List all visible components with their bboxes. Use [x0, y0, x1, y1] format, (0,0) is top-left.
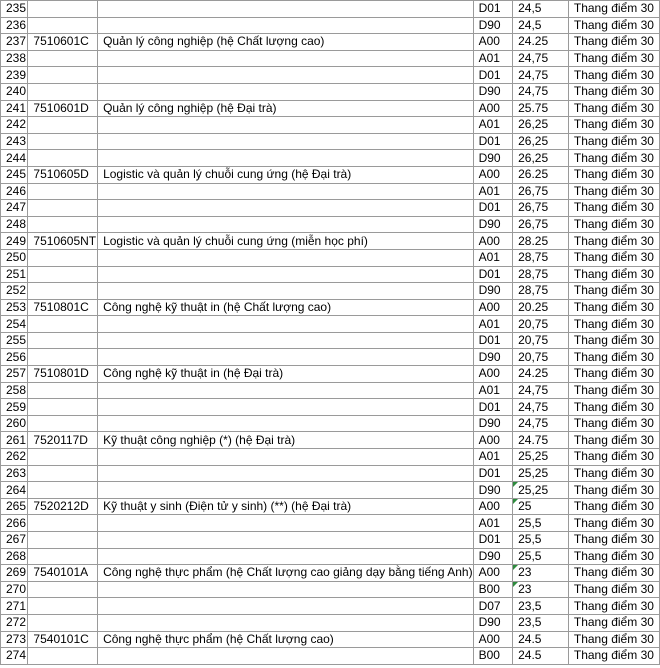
row-number-cell[interactable]: 245: [1, 166, 28, 183]
major-name-cell[interactable]: [98, 548, 474, 565]
subject-block-cell[interactable]: A01: [473, 515, 513, 532]
subject-block-cell[interactable]: D01: [473, 332, 513, 349]
row-number-cell[interactable]: 237: [1, 34, 28, 51]
table-row: [1, 581, 660, 598]
row-number-cell[interactable]: 262: [1, 449, 28, 466]
major-name-cell[interactable]: Quản lý công nghiệp (hệ Chất lượng cao): [98, 34, 474, 51]
score-cell[interactable]: 24,75: [513, 382, 569, 399]
scale-cell[interactable]: Thang điểm 30: [568, 498, 659, 515]
row-number-cell[interactable]: 269: [1, 565, 28, 582]
major-code-cell[interactable]: [28, 133, 98, 150]
table-row: [1, 598, 660, 615]
major-name-cell[interactable]: [98, 581, 474, 598]
subject-block-cell[interactable]: D07: [473, 598, 513, 615]
table-row: [1, 34, 660, 51]
subject-block-cell[interactable]: A01: [473, 117, 513, 134]
major-code-cell[interactable]: [28, 548, 98, 565]
row-number-cell[interactable]: 272: [1, 614, 28, 631]
subject-block-cell[interactable]: D90: [473, 283, 513, 300]
major-name-cell[interactable]: [98, 50, 474, 67]
row-number-cell[interactable]: 253: [1, 299, 28, 316]
score-cell[interactable]: 26,25: [513, 117, 569, 134]
major-code-cell[interactable]: [28, 415, 98, 432]
major-name-cell[interactable]: [98, 17, 474, 34]
row-number-cell[interactable]: 241: [1, 100, 28, 117]
score-cell[interactable]: 25,25: [513, 449, 569, 466]
subject-block-cell[interactable]: D90: [473, 482, 513, 499]
scale-cell[interactable]: Thang điểm 30: [568, 482, 659, 499]
major-name-cell[interactable]: [98, 150, 474, 167]
row-number-cell[interactable]: 260: [1, 415, 28, 432]
major-name-cell[interactable]: [98, 614, 474, 631]
score-cell[interactable]: 28.25: [513, 233, 569, 250]
table-row: [1, 117, 660, 134]
scale-cell[interactable]: Thang điểm 30: [568, 631, 659, 648]
subject-block-cell[interactable]: A01: [473, 249, 513, 266]
major-name-cell[interactable]: [98, 67, 474, 84]
subject-block-cell[interactable]: D01: [473, 67, 513, 84]
scale-cell[interactable]: Thang điểm 30: [568, 299, 659, 316]
major-code-cell[interactable]: 7510801D: [28, 366, 98, 383]
score-cell[interactable]: 24.25: [513, 366, 569, 383]
score-cell[interactable]: 20.25: [513, 299, 569, 316]
subject-block-cell[interactable]: A00: [473, 299, 513, 316]
major-code-cell[interactable]: 7540101A: [28, 565, 98, 582]
major-code-cell[interactable]: [28, 150, 98, 167]
major-code-cell[interactable]: 7540101C: [28, 631, 98, 648]
table-row: [1, 233, 660, 250]
major-code-cell[interactable]: [28, 449, 98, 466]
scale-cell[interactable]: Thang điểm 30: [568, 648, 659, 665]
major-code-cell[interactable]: [28, 399, 98, 416]
scale-cell[interactable]: Thang điểm 30: [568, 449, 659, 466]
major-name-cell[interactable]: Quản lý công nghiệp (hệ Đại trà): [98, 100, 474, 117]
subject-block-cell[interactable]: A00: [473, 565, 513, 582]
subject-block-cell[interactable]: D01: [473, 465, 513, 482]
subject-block-cell[interactable]: A00: [473, 432, 513, 449]
row-number-cell[interactable]: 247: [1, 200, 28, 217]
row-number-cell[interactable]: 266: [1, 515, 28, 532]
scale-cell[interactable]: Thang điểm 30: [568, 532, 659, 549]
major-name-cell[interactable]: Kỹ thuật công nghiệp (*) (hệ Đại trà): [98, 432, 474, 449]
row-number-cell[interactable]: 251: [1, 266, 28, 283]
row-number-cell[interactable]: 257: [1, 366, 28, 383]
subject-block-cell[interactable]: D90: [473, 548, 513, 565]
scale-cell[interactable]: Thang điểm 30: [568, 50, 659, 67]
major-name-cell[interactable]: [98, 200, 474, 217]
scale-cell[interactable]: Thang điểm 30: [568, 34, 659, 51]
major-code-cell[interactable]: [28, 249, 98, 266]
scale-cell[interactable]: Thang điểm 30: [568, 150, 659, 167]
scale-cell[interactable]: Thang điểm 30: [568, 266, 659, 283]
scale-cell[interactable]: Thang điểm 30: [568, 548, 659, 565]
score-cell[interactable]: 25.75: [513, 100, 569, 117]
major-code-cell[interactable]: 7510605NT: [28, 233, 98, 250]
scale-cell[interactable]: Thang điểm 30: [568, 233, 659, 250]
table-row: [1, 183, 660, 200]
subject-block-cell[interactable]: D01: [473, 266, 513, 283]
major-name-cell[interactable]: [98, 283, 474, 300]
major-code-cell[interactable]: [28, 50, 98, 67]
score-cell[interactable]: 25,25: [513, 482, 569, 499]
score-cell[interactable]: 23: [513, 565, 569, 582]
score-cell[interactable]: 24,75: [513, 399, 569, 416]
score-cell[interactable]: 24,5: [513, 1, 569, 18]
scale-cell[interactable]: Thang điểm 30: [568, 332, 659, 349]
major-code-cell[interactable]: 7510601D: [28, 100, 98, 117]
table-row: [1, 449, 660, 466]
table-row: [1, 50, 660, 67]
table-row: [1, 200, 660, 217]
score-cell[interactable]: 26,25: [513, 150, 569, 167]
major-code-cell[interactable]: [28, 482, 98, 499]
major-code-cell[interactable]: [28, 581, 98, 598]
major-name-cell[interactable]: [98, 465, 474, 482]
scale-cell[interactable]: Thang điểm 30: [568, 249, 659, 266]
subject-block-cell[interactable]: D90: [473, 216, 513, 233]
major-name-cell[interactable]: [98, 515, 474, 532]
score-cell[interactable]: 20,75: [513, 316, 569, 333]
major-code-cell[interactable]: 7520212D: [28, 498, 98, 515]
scale-cell[interactable]: Thang điểm 30: [568, 283, 659, 300]
subject-block-cell[interactable]: A01: [473, 183, 513, 200]
score-cell[interactable]: 25: [513, 498, 569, 515]
subject-block-cell[interactable]: A00: [473, 631, 513, 648]
major-name-cell[interactable]: [98, 266, 474, 283]
scale-cell[interactable]: Thang điểm 30: [568, 382, 659, 399]
subject-block-cell[interactable]: D90: [473, 150, 513, 167]
subject-block-cell[interactable]: D01: [473, 133, 513, 150]
table-row: [1, 648, 660, 665]
row-number-cell[interactable]: 261: [1, 432, 28, 449]
major-code-cell[interactable]: [28, 648, 98, 665]
major-name-cell[interactable]: [98, 133, 474, 150]
major-name-cell[interactable]: [98, 332, 474, 349]
subject-block-cell[interactable]: B00: [473, 648, 513, 665]
subject-block-cell[interactable]: A00: [473, 34, 513, 51]
major-code-cell[interactable]: 7510605D: [28, 166, 98, 183]
table-row: [1, 133, 660, 150]
row-number-cell[interactable]: 273: [1, 631, 28, 648]
row-number-cell[interactable]: 264: [1, 482, 28, 499]
scale-cell[interactable]: Thang điểm 30: [568, 515, 659, 532]
subject-block-cell[interactable]: A01: [473, 316, 513, 333]
major-code-cell[interactable]: [28, 216, 98, 233]
major-code-cell[interactable]: [28, 83, 98, 100]
subject-block-cell[interactable]: D90: [473, 614, 513, 631]
major-name-cell[interactable]: [98, 382, 474, 399]
scale-cell[interactable]: Thang điểm 30: [568, 133, 659, 150]
score-cell[interactable]: 24.5: [513, 648, 569, 665]
score-cell[interactable]: 24,75: [513, 50, 569, 67]
major-code-cell[interactable]: [28, 465, 98, 482]
scale-cell[interactable]: Thang điểm 30: [568, 166, 659, 183]
major-name-cell[interactable]: Kỹ thuật y sinh (Điện tử y sinh) (**) (hệ Đại trà): [98, 498, 474, 515]
table-row: [1, 1, 660, 18]
score-cell[interactable]: 28,75: [513, 283, 569, 300]
row-number-cell[interactable]: 249: [1, 233, 28, 250]
major-name-cell[interactable]: Công nghệ kỹ thuật in (hệ Chất lượng cao): [98, 299, 474, 316]
score-cell[interactable]: 23,5: [513, 614, 569, 631]
score-cell[interactable]: 25,5: [513, 515, 569, 532]
subject-block-cell[interactable]: D01: [473, 200, 513, 217]
table-row: [1, 498, 660, 515]
score-cell[interactable]: 20,75: [513, 349, 569, 366]
row-number-cell[interactable]: 254: [1, 316, 28, 333]
row-number-cell[interactable]: 252: [1, 283, 28, 300]
score-cell[interactable]: 26,75: [513, 216, 569, 233]
subject-block-cell[interactable]: A01: [473, 50, 513, 67]
major-code-cell[interactable]: [28, 17, 98, 34]
score-cell[interactable]: 23,5: [513, 598, 569, 615]
score-cell[interactable]: 24,75: [513, 83, 569, 100]
major-name-cell[interactable]: Logistic và quản lý chuỗi cung ứng (hệ Đại trà): [98, 166, 474, 183]
table-row: [1, 150, 660, 167]
scale-cell[interactable]: Thang điểm 30: [568, 349, 659, 366]
table-body: [1, 1, 660, 665]
score-cell[interactable]: 25,5: [513, 532, 569, 549]
major-code-cell[interactable]: [28, 1, 98, 18]
major-code-cell[interactable]: [28, 316, 98, 333]
table-row: [1, 565, 660, 582]
table-row: [1, 415, 660, 432]
row-number-cell[interactable]: 248: [1, 216, 28, 233]
major-name-cell[interactable]: [98, 216, 474, 233]
table-row: [1, 166, 660, 183]
major-code-cell[interactable]: [28, 67, 98, 84]
scale-cell[interactable]: Thang điểm 30: [568, 581, 659, 598]
table-row: [1, 299, 660, 316]
major-code-cell[interactable]: 7510601C: [28, 34, 98, 51]
major-code-cell[interactable]: [28, 614, 98, 631]
table-row: [1, 382, 660, 399]
major-code-cell[interactable]: 7520117D: [28, 432, 98, 449]
score-cell[interactable]: 26,75: [513, 183, 569, 200]
major-code-cell[interactable]: [28, 532, 98, 549]
table-row: [1, 332, 660, 349]
row-number-cell[interactable]: 263: [1, 465, 28, 482]
table-row: [1, 631, 660, 648]
major-code-cell[interactable]: [28, 515, 98, 532]
row-number-cell[interactable]: 242: [1, 117, 28, 134]
major-name-cell[interactable]: [98, 316, 474, 333]
major-code-cell[interactable]: [28, 266, 98, 283]
major-code-cell[interactable]: [28, 117, 98, 134]
major-name-cell[interactable]: [98, 83, 474, 100]
score-cell[interactable]: 26,25: [513, 133, 569, 150]
table-row: [1, 83, 660, 100]
scale-cell[interactable]: Thang điểm 30: [568, 465, 659, 482]
subject-block-cell[interactable]: D01: [473, 532, 513, 549]
subject-block-cell[interactable]: D90: [473, 349, 513, 366]
subject-block-cell[interactable]: A00: [473, 100, 513, 117]
table-row: [1, 482, 660, 499]
table-row: [1, 366, 660, 383]
scale-cell[interactable]: Thang điểm 30: [568, 183, 659, 200]
major-code-cell[interactable]: [28, 183, 98, 200]
subject-block-cell[interactable]: A01: [473, 449, 513, 466]
score-cell[interactable]: 24.25: [513, 34, 569, 51]
scale-cell[interactable]: Thang điểm 30: [568, 117, 659, 134]
subject-block-cell[interactable]: D90: [473, 83, 513, 100]
major-code-cell[interactable]: [28, 382, 98, 399]
major-name-cell[interactable]: Logistic và quản lý chuỗi cung ứng (miễn học phí): [98, 233, 474, 250]
row-number-cell[interactable]: 259: [1, 399, 28, 416]
subject-block-cell[interactable]: A00: [473, 498, 513, 515]
subject-block-cell[interactable]: A00: [473, 233, 513, 250]
row-number-cell[interactable]: 258: [1, 382, 28, 399]
subject-block-cell[interactable]: D01: [473, 1, 513, 18]
subject-block-cell[interactable]: D90: [473, 17, 513, 34]
score-cell[interactable]: 25,5: [513, 548, 569, 565]
score-cell[interactable]: 24,75: [513, 415, 569, 432]
row-number-cell[interactable]: 256: [1, 349, 28, 366]
subject-block-cell[interactable]: D90: [473, 415, 513, 432]
row-number-cell[interactable]: 239: [1, 67, 28, 84]
table-row: [1, 17, 660, 34]
major-name-cell[interactable]: [98, 349, 474, 366]
major-name-cell[interactable]: [98, 449, 474, 466]
major-name-cell[interactable]: [98, 648, 474, 665]
table-row: [1, 399, 660, 416]
scale-cell[interactable]: Thang điểm 30: [568, 83, 659, 100]
table-row: [1, 465, 660, 482]
major-name-cell[interactable]: Công nghệ thực phẩm (hệ Chất lượng cao giảng dạy bằng tiếng Anh): [98, 565, 474, 582]
score-cell[interactable]: 24.5: [513, 631, 569, 648]
table-row: [1, 216, 660, 233]
row-number-cell[interactable]: 270: [1, 581, 28, 598]
row-number-cell[interactable]: 236: [1, 17, 28, 34]
table-row: [1, 316, 660, 333]
table-row: [1, 515, 660, 532]
major-name-cell[interactable]: [98, 183, 474, 200]
row-number-cell[interactable]: 274: [1, 648, 28, 665]
table-row: [1, 283, 660, 300]
row-number-cell[interactable]: 246: [1, 183, 28, 200]
scale-cell[interactable]: Thang điểm 30: [568, 17, 659, 34]
table-row: [1, 100, 660, 117]
table-row: [1, 532, 660, 549]
row-number-cell[interactable]: 271: [1, 598, 28, 615]
score-cell[interactable]: 26,75: [513, 200, 569, 217]
row-number-cell[interactable]: 255: [1, 332, 28, 349]
major-name-cell[interactable]: Công nghệ kỹ thuật in (hệ Đại trà): [98, 366, 474, 383]
score-cell[interactable]: 24,75: [513, 67, 569, 84]
subject-block-cell[interactable]: A01: [473, 382, 513, 399]
scale-cell[interactable]: Thang điểm 30: [568, 432, 659, 449]
table-row: [1, 614, 660, 631]
scale-cell[interactable]: Thang điểm 30: [568, 366, 659, 383]
score-cell[interactable]: 24.75: [513, 432, 569, 449]
row-number-cell[interactable]: 243: [1, 133, 28, 150]
major-code-cell[interactable]: [28, 200, 98, 217]
major-name-cell[interactable]: [98, 532, 474, 549]
scale-cell[interactable]: Thang điểm 30: [568, 399, 659, 416]
major-name-cell[interactable]: [98, 482, 474, 499]
row-number-cell[interactable]: 268: [1, 548, 28, 565]
scale-cell[interactable]: Thang điểm 30: [568, 1, 659, 18]
scale-cell[interactable]: Thang điểm 30: [568, 415, 659, 432]
score-cell[interactable]: 20,75: [513, 332, 569, 349]
scale-cell[interactable]: Thang điểm 30: [568, 598, 659, 615]
subject-block-cell[interactable]: A00: [473, 166, 513, 183]
table-row: [1, 432, 660, 449]
scale-cell[interactable]: Thang điểm 30: [568, 67, 659, 84]
scale-cell[interactable]: Thang điểm 30: [568, 316, 659, 333]
major-code-cell[interactable]: [28, 598, 98, 615]
major-name-cell[interactable]: [98, 249, 474, 266]
score-cell[interactable]: 28,75: [513, 266, 569, 283]
major-name-cell[interactable]: [98, 598, 474, 615]
scale-cell[interactable]: Thang điểm 30: [568, 565, 659, 582]
score-cell[interactable]: 28,75: [513, 249, 569, 266]
major-code-cell[interactable]: [28, 332, 98, 349]
scale-cell[interactable]: Thang điểm 30: [568, 100, 659, 117]
major-code-cell[interactable]: [28, 283, 98, 300]
row-number-cell[interactable]: 267: [1, 532, 28, 549]
score-cell[interactable]: 24,5: [513, 17, 569, 34]
scale-cell[interactable]: Thang điểm 30: [568, 216, 659, 233]
major-code-cell[interactable]: [28, 349, 98, 366]
scale-cell[interactable]: Thang điểm 30: [568, 200, 659, 217]
major-code-cell[interactable]: 7510801C: [28, 299, 98, 316]
row-number-cell[interactable]: 244: [1, 150, 28, 167]
table-row: [1, 249, 660, 266]
table-row: [1, 67, 660, 84]
subject-block-cell[interactable]: B00: [473, 581, 513, 598]
scale-cell[interactable]: Thang điểm 30: [568, 614, 659, 631]
major-name-cell[interactable]: [98, 399, 474, 416]
row-number-cell[interactable]: 235: [1, 1, 28, 18]
row-number-cell[interactable]: 240: [1, 83, 28, 100]
subject-block-cell[interactable]: D01: [473, 399, 513, 416]
table-row: [1, 266, 660, 283]
major-name-cell[interactable]: [98, 415, 474, 432]
subject-block-cell[interactable]: A00: [473, 366, 513, 383]
row-number-cell[interactable]: 265: [1, 498, 28, 515]
major-name-cell[interactable]: Công nghệ thực phẩm (hệ Chất lượng cao): [98, 631, 474, 648]
score-cell[interactable]: 25,25: [513, 465, 569, 482]
major-name-cell[interactable]: [98, 1, 474, 18]
table-row: [1, 349, 660, 366]
major-name-cell[interactable]: [98, 117, 474, 134]
score-cell[interactable]: 26.25: [513, 166, 569, 183]
row-number-cell[interactable]: 238: [1, 50, 28, 67]
row-number-cell[interactable]: 250: [1, 249, 28, 266]
score-cell[interactable]: 23: [513, 581, 569, 598]
table-row: [1, 548, 660, 565]
